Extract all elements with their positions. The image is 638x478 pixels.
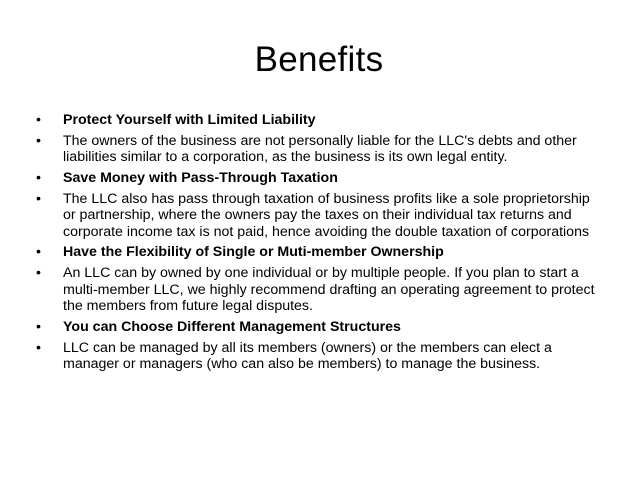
- bullet-dot: •: [36, 112, 41, 128]
- bullet-list: [36, 112, 602, 377]
- bullet-item: [36, 319, 602, 335]
- bullet-item: [36, 170, 602, 186]
- bullet-text: The owners of the business are not personally liable for the LLC's debts and other liabilities similar to a corporation, as the business is its own legal entity.: [63, 132, 577, 166]
- bullet-dot: •: [36, 244, 41, 261]
- bullet-item: [36, 133, 602, 166]
- bullet-text: The LLC also has pass through taxation of business profits like a sole proprietorship or partnership, where the owners pay the taxes on their individual tax returns and corporate income tax is not paid, hence avoiding the double taxation of corporations: [63, 190, 590, 240]
- bullet-text: Have the Flexibility of Single or Muti-member Ownership: [63, 244, 444, 261]
- bullet-text: LLC can be managed by all its members (owners) or the members can elect a manager or managers (who can also be members) to manage the business.: [63, 339, 552, 373]
- bullet-item: [36, 191, 602, 240]
- bullet-dot: •: [36, 132, 41, 149]
- bullet-item: [36, 244, 602, 260]
- bullet-dot: •: [36, 170, 41, 187]
- bullet-dot: •: [36, 318, 41, 335]
- bullet-text: Save Money with Pass-Through Taxation: [63, 170, 338, 187]
- slide-title: Benefits: [254, 40, 384, 79]
- bullet-dot: •: [36, 265, 41, 282]
- bullet-text: An LLC can by owned by one individual or by multiple people. If you plan to start a multi-member LLC, we highly recommend drafting an operating agreement to protect the members from future legal disputes.: [63, 265, 595, 314]
- bullet-item: [36, 265, 602, 314]
- bullet-text: You can Choose Different Management Structures: [63, 318, 401, 335]
- bullet-item: [36, 112, 602, 128]
- bullet-dot: •: [36, 190, 41, 207]
- bullet-dot: •: [36, 339, 41, 356]
- bullet-item: [36, 340, 602, 373]
- bullet-text: Protect Yourself with Limited Liability: [63, 112, 316, 128]
